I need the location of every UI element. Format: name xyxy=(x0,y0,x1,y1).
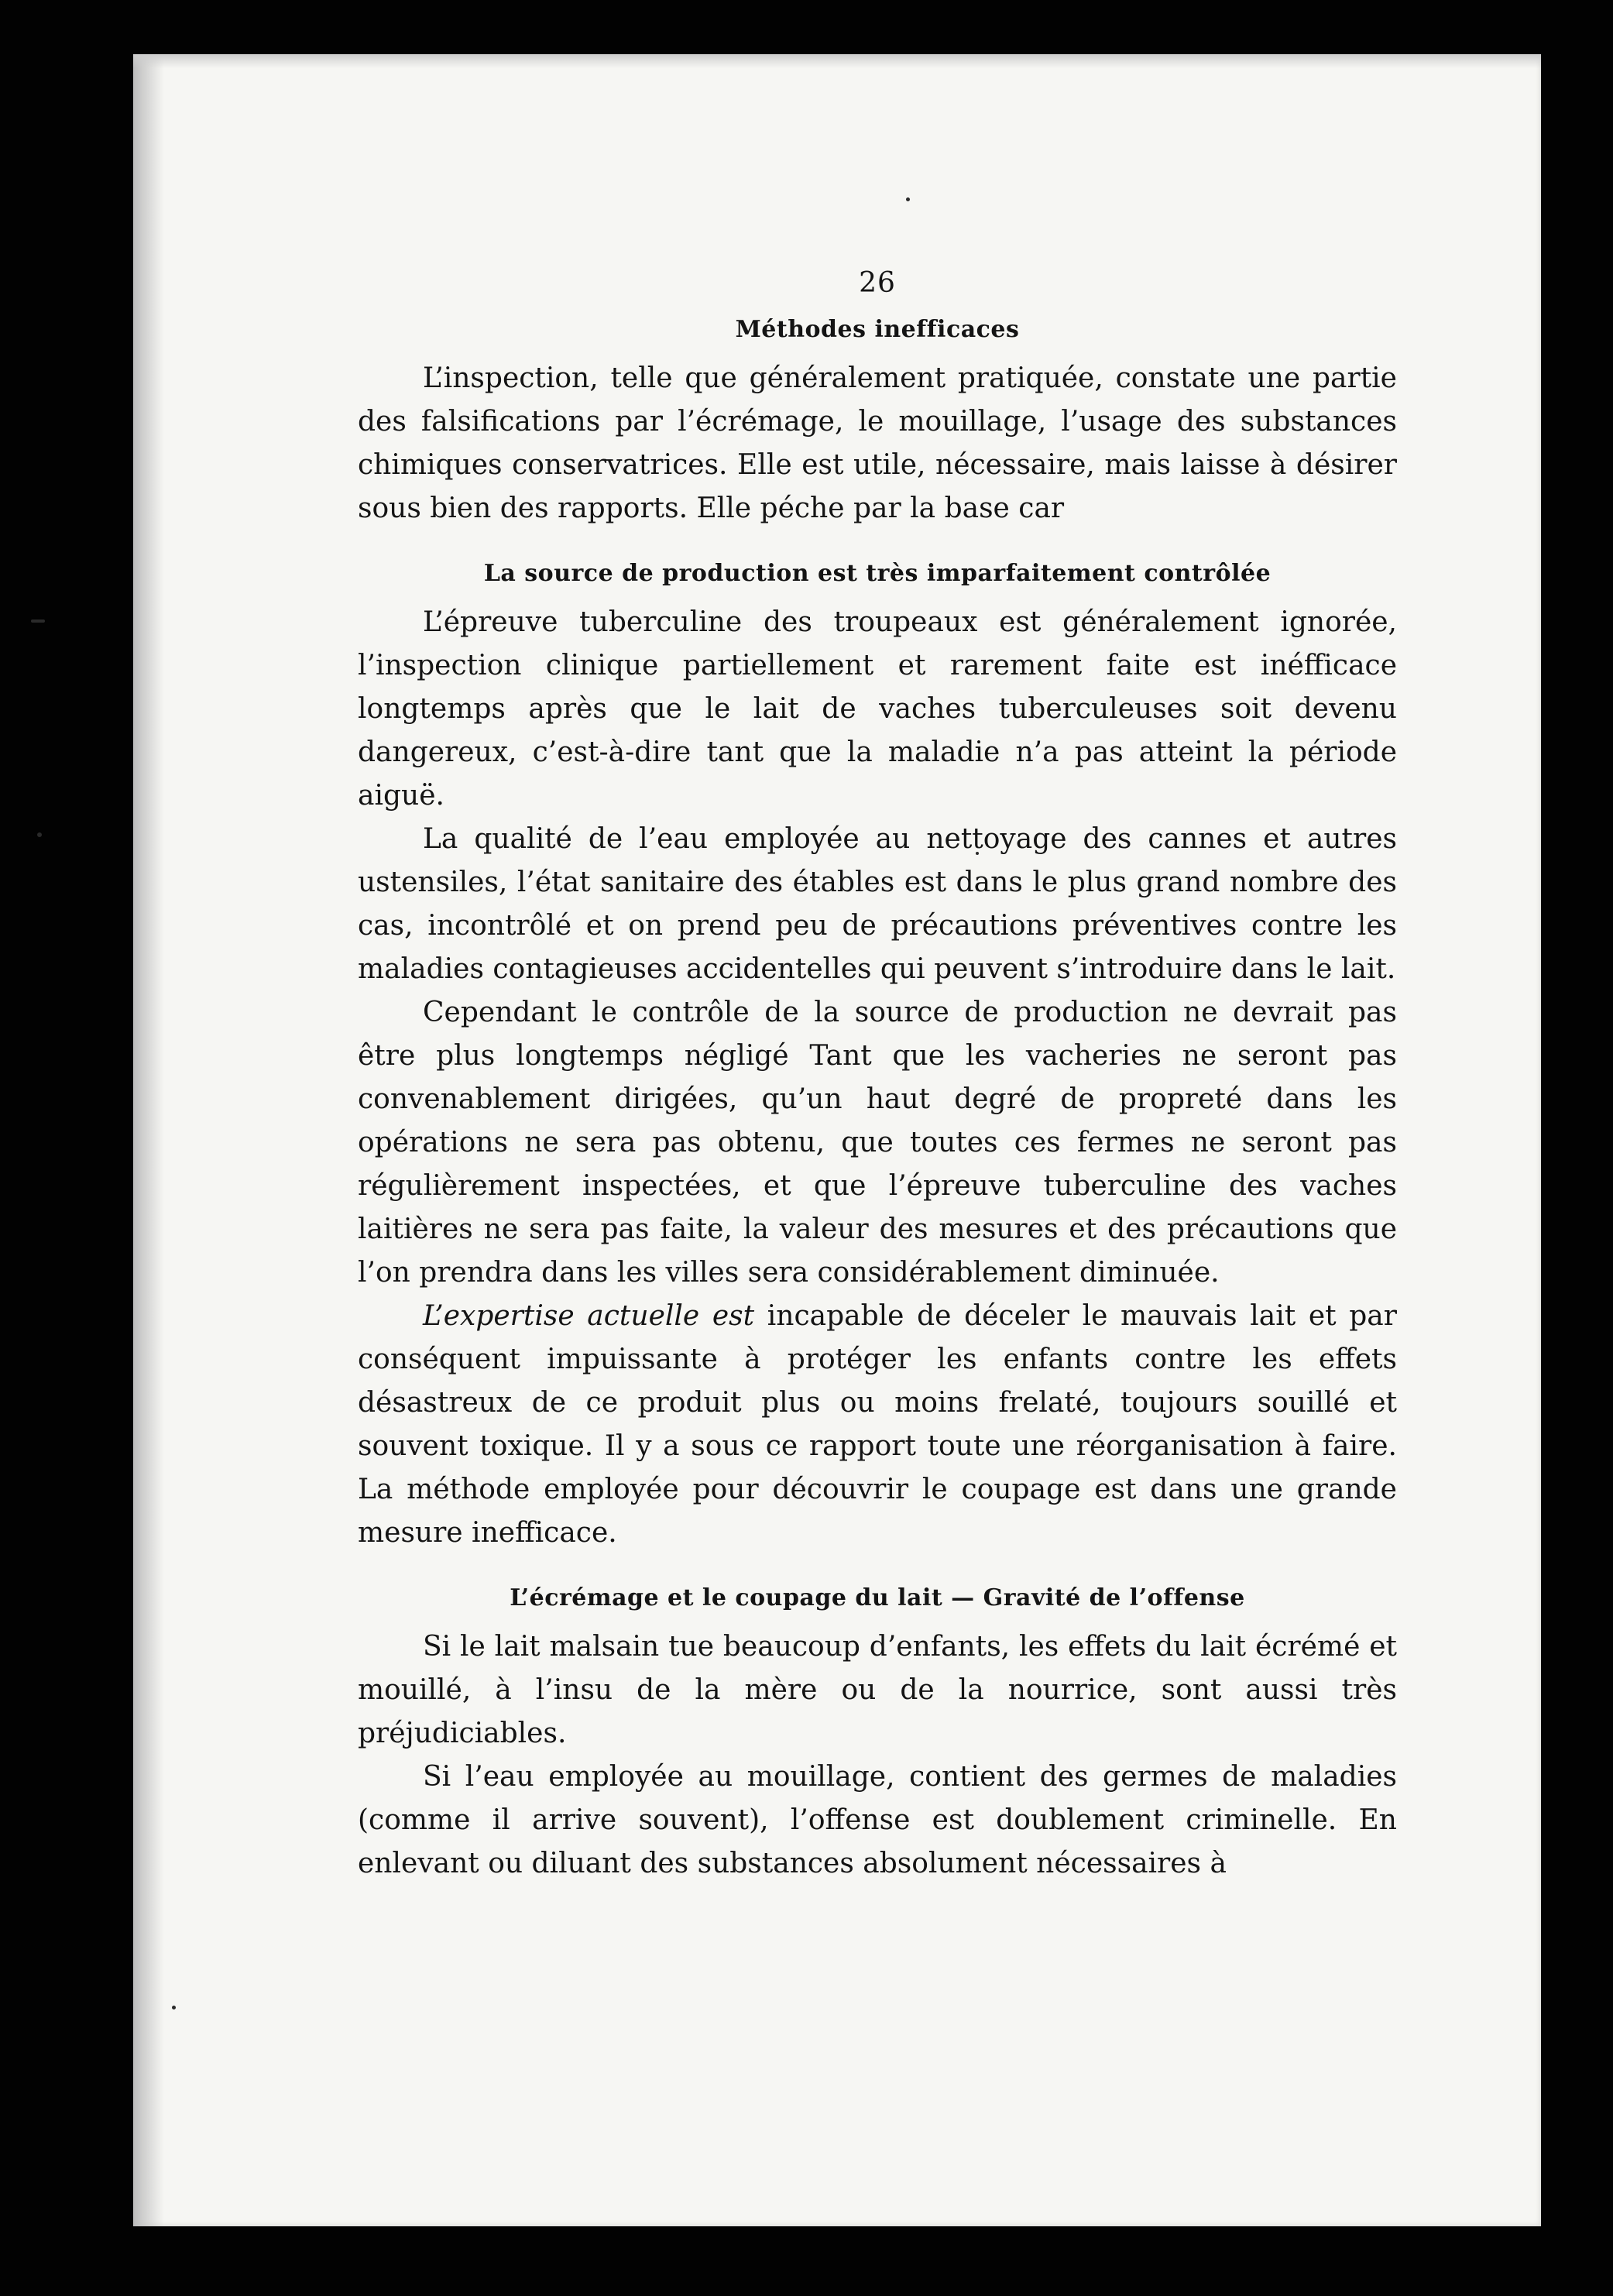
paragraph: L’inspection, telle que généralement pratiquée, constate une partie des falsifications par l’écrémage, le mouillage, l’usage des substances chimiques conservatrices. Elle est utile, nécessaire, mais laisse à désirer sous bien des rapports. Elle péche par la base car xyxy=(358,362,1397,524)
paragraph: Si l’eau employée au mouillage, contient des germes de maladies (comme il arrive souvent), l’offense est doublement criminelle. En enlevant ou diluant des substances absolument nécessaires à xyxy=(358,1761,1397,1879)
page-content xyxy=(358,267,1397,1886)
paragraph: L’épreuve tuberculine des troupeaux est généralement ignorée, l’inspection clinique partiellement et rarement faite est inéfficace longtemps après que le lait de vaches tuberculeuses soit devenu dangereux, c’est-à-dire tant que la maladie n’a pas atteint la période aiguë. xyxy=(358,606,1397,812)
paragraph: Si le lait malsain tue beaucoup d’enfants, les effets du lait écrémé et mouillé, à l’insu de la mère ou de la nourrice, sont aussi très préjudiciables. xyxy=(358,1631,1397,1749)
section-heading-methodes: Méthodes inefficaces xyxy=(735,316,1020,343)
section-heading-ecremage: L’écrémage et le coupage du lait — Gravité de l’offense xyxy=(510,1584,1245,1611)
scan-speck xyxy=(172,2006,176,2009)
paragraph xyxy=(358,1295,1397,1555)
page-top-shadow xyxy=(133,54,1541,68)
scan-speck xyxy=(31,619,45,623)
paragraph-text: incapable de déceler le mauvais lait et par conséquent impuissante à protéger les enfants contre les effets désastreux de ce produit plus ou moins frelaté, toujours souillé et souvent toxique. Il y a sous ce rapport toute une réorganisation à faire. La méthode employée pour découvrir le coupage est dans une grande mesure inefficace. xyxy=(358,1300,1397,1549)
section-heading-source: La source de production est très imparfaitement contrôlée xyxy=(483,560,1272,587)
scan-speck xyxy=(37,832,42,837)
scan-speck xyxy=(906,197,910,201)
italic-lead: L’expertise actuelle est xyxy=(423,1300,755,1332)
page-binding-shadow xyxy=(133,54,164,2226)
paragraph: Cependant le contrôle de la source de production ne devrait pas être plus longtemps négligé Tant que les vacheries ne seront pas convenablement dirigées, qu’un haut degré de propreté dans les opérations ne sera pas obtenu, que toutes ces fermes ne seront pas régulièrement inspectées, et que l’épreuve tuberculine des vaches laitières ne sera pas faite, la valeur des mesures et des précautions que l’on prendra dans les villes sera considérablement diminuée. xyxy=(358,997,1397,1289)
page-number: 26 xyxy=(859,267,896,299)
paragraph: La qualité de l’eau employée au nettoyage des cannes et autres ustensiles, l’état sanitaire des étables est dans le plus grand nombre des cas, incontrôlé et on prend peu de précautions préventives contre les maladies contagieuses accidentelles qui peuvent s’introduire dans le lait. xyxy=(358,823,1397,985)
